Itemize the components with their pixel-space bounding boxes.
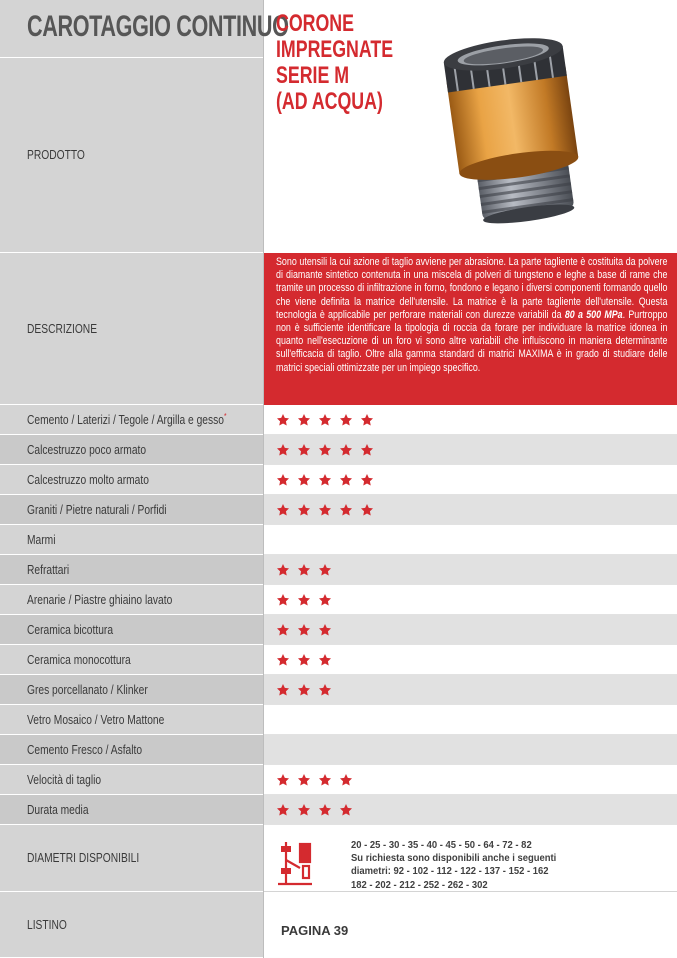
label-cell-product (0, 58, 263, 253)
rating-label-cell (0, 465, 263, 495)
rating-label (27, 773, 101, 787)
rating-value-cell (264, 615, 677, 645)
star-icon (276, 563, 297, 577)
rating-stars (276, 683, 339, 697)
star-icon (297, 413, 318, 427)
rating-label-cell (0, 555, 263, 585)
star-icon (297, 593, 318, 607)
rating-stars (276, 473, 381, 487)
star-icon (318, 803, 339, 817)
diameters-line: diametri: 92 - 102 - 112 - 122 - 137 - 152 - 162 (351, 865, 549, 878)
description-part1: Sono utensili la cui azione di taglio avviene per abrasione. La parte tagliente è costituita da polvere di diamante sintetico contenuta in una miscela di polveri di tungsteno e leghe a base di rame che tramite un processo di infiltrazione in forno, fondono e legano i diversi componenti formando quello che viene definita la matrice dell'utensile. La matrice è la parte tagliente dell'utensile. Questa tecnologia è applicabile per perforare materiali con durezze variabili da (276, 256, 668, 321)
star-icon (339, 773, 360, 787)
rating-label-cell (0, 405, 263, 435)
rating-value-cell (264, 405, 677, 435)
main-title: CAROTAGGIO CONTINUO (27, 10, 289, 43)
rating-label-text: Velocità di taglio (27, 772, 102, 787)
description-part2: . Purtroppo non è sufficiente identificare la tipologia di roccia da forare per individuare la matrice idonea in quanto nell'esecuzione di un foro vi sono altre variabili che influiscono in maniera determinante sull'efficacia di taglio. Oltre alla gamma standard di matrici MAXIMA è in grado di studiare delle matrici speciali ottimizzate per un impiego specifico. (276, 308, 668, 374)
rating-value-cell (264, 705, 677, 735)
star-icon (276, 653, 297, 667)
rating-label (27, 653, 131, 667)
rating-label (27, 743, 142, 757)
rating-stars (276, 413, 381, 427)
rating-label-cell (0, 795, 263, 825)
diameters-line: 20 - 25 - 30 - 35 - 40 - 45 - 50 - 64 - 72 - 82 (351, 839, 532, 851)
star-icon (318, 473, 339, 487)
rating-label-text: Ceramica bicottura (27, 622, 114, 637)
rating-label-text: Gres porcellanato / Klinker (27, 682, 148, 697)
star-icon (276, 593, 297, 607)
diameters-text (351, 839, 556, 892)
star-icon (297, 503, 318, 517)
star-icon (360, 443, 381, 457)
star-icon (318, 653, 339, 667)
rating-label (27, 713, 164, 727)
rating-label (27, 412, 227, 427)
rating-value-cell (264, 435, 677, 465)
star-icon (297, 563, 318, 577)
star-icon (339, 443, 360, 457)
rating-label-cell (0, 495, 263, 525)
rating-label (27, 503, 167, 517)
star-icon (318, 563, 339, 577)
star-icon (297, 473, 318, 487)
star-icon (297, 443, 318, 457)
star-icon (318, 503, 339, 517)
rating-stars (276, 443, 381, 457)
rating-stars (276, 623, 339, 637)
star-icon (297, 653, 318, 667)
star-icon (360, 503, 381, 517)
rating-stars (276, 803, 360, 817)
rating-label-cell (0, 585, 263, 615)
rating-stars (276, 773, 360, 787)
product-title-line: SERIE M (276, 62, 350, 89)
product-title-line: CORONE (276, 10, 354, 37)
rating-stars (276, 593, 339, 607)
star-icon (276, 443, 297, 457)
rating-label (27, 683, 148, 697)
star-icon (276, 503, 297, 517)
rating-value-cell (264, 555, 677, 585)
star-icon (276, 683, 297, 697)
rating-stars (276, 503, 381, 517)
star-icon (297, 623, 318, 637)
rating-label (27, 533, 55, 547)
rating-value-cell (264, 795, 677, 825)
rating-label-cell (0, 525, 263, 555)
star-icon (360, 413, 381, 427)
rating-footnote-mark: * (223, 411, 227, 421)
star-icon (276, 413, 297, 427)
star-icon (297, 803, 318, 817)
rating-label-text: Refrattari (27, 562, 70, 577)
rating-value-cell (264, 645, 677, 675)
star-icon (297, 683, 318, 697)
rating-value-cell (264, 765, 677, 795)
rating-label (27, 443, 146, 457)
rating-label-cell (0, 705, 263, 735)
rating-value-cell (264, 735, 677, 765)
rating-label-text: Graniti / Pietre naturali / Porfidi (27, 502, 167, 517)
rating-label (27, 593, 172, 607)
rating-value-cell (264, 465, 677, 495)
star-icon (276, 623, 297, 637)
rating-label-text: Vetro Mosaico / Vetro Mattone (27, 712, 165, 727)
rating-label-text: Ceramica monocottura (27, 652, 131, 667)
star-icon (339, 473, 360, 487)
star-icon (318, 443, 339, 457)
rating-label-text: Cemento Fresco / Asfalto (27, 742, 143, 757)
rating-label-cell (0, 735, 263, 765)
rating-label-text: Calcestruzzo molto armato (27, 472, 149, 487)
rating-label (27, 623, 113, 637)
rating-label-cell (0, 765, 263, 795)
rating-label-text: Marmi (27, 532, 56, 547)
star-icon (318, 623, 339, 637)
diameters-line: Su richiesta sono disponibili anche i seguenti (351, 852, 557, 865)
price-list-page-ref: PAGINA 39 (281, 923, 349, 938)
rating-value-cell (264, 675, 677, 705)
star-icon (318, 413, 339, 427)
drill-rig-icon (276, 838, 316, 888)
star-icon (339, 503, 360, 517)
star-icon (318, 683, 339, 697)
rating-label (27, 803, 89, 817)
rating-label-text: Durata media (27, 802, 89, 817)
star-icon (276, 803, 297, 817)
rating-label-text: Arenarie / Piastre ghiaino lavato (27, 592, 173, 607)
star-icon (318, 773, 339, 787)
price-list-label: LISTINO (27, 917, 67, 932)
star-icon (360, 473, 381, 487)
rating-label-cell (0, 435, 263, 465)
description-box (264, 253, 677, 405)
star-icon (276, 473, 297, 487)
product-title-line: (AD ACQUA) (276, 88, 383, 115)
star-icon (318, 593, 339, 607)
product-label: PRODOTTO (27, 148, 85, 162)
star-icon (276, 773, 297, 787)
star-icon (339, 413, 360, 427)
label-cell-description (0, 253, 263, 405)
core-drill-bit-icon (425, 24, 597, 224)
rating-label-text: Cemento / Laterizi / Tegole / Argilla e gesso (27, 413, 224, 428)
star-icon (297, 773, 318, 787)
rating-label (27, 473, 149, 487)
rating-label-cell (0, 645, 263, 675)
star-icon (339, 803, 360, 817)
product-title (276, 11, 393, 115)
diameters-label: DIAMETRI DISPONIBILI (27, 851, 140, 865)
description-text (276, 256, 667, 375)
rating-label-text: Calcestruzzo poco armato (27, 442, 147, 457)
product-title-line: IMPREGNATE (276, 36, 394, 63)
description-highlight: 80 a 500 MPa (564, 308, 623, 321)
rating-stars (276, 563, 339, 577)
diameters-line: 182 - 202 - 212 - 252 - 262 - 302 (351, 878, 488, 891)
rating-label-cell (0, 615, 263, 645)
rating-value-cell (264, 585, 677, 615)
rating-label-cell (0, 675, 263, 705)
rating-value-cell (264, 525, 677, 555)
label-cell-price-list (0, 892, 263, 958)
description-label: DESCRIZIONE (27, 321, 98, 336)
rating-stars (276, 653, 339, 667)
rating-label (27, 563, 69, 577)
label-cell-diameters (0, 825, 263, 892)
rating-value-cell (264, 495, 677, 525)
